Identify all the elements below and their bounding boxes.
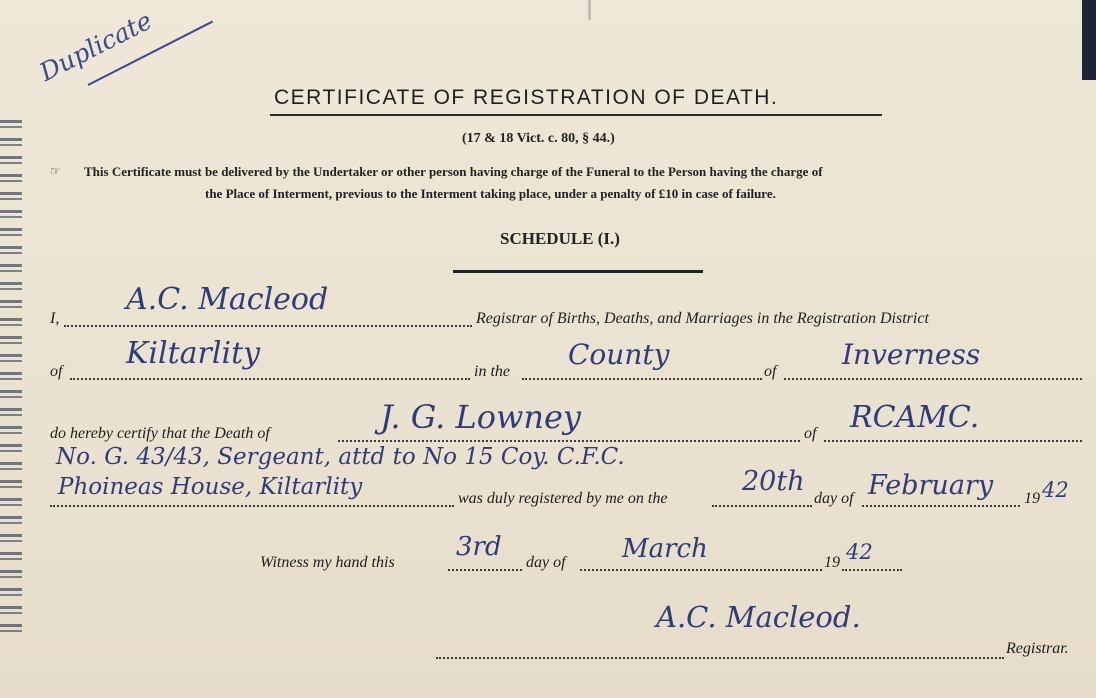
county-word-line — [522, 378, 762, 380]
reg-day-line — [712, 505, 812, 507]
reg-month-handwritten: February — [868, 470, 994, 501]
witness-month-line — [580, 569, 822, 571]
notice-line-1: This Certificate must be delivered by the Undertaker or other person having charge of the Funeral to the Person having the charge of — [84, 164, 823, 179]
notice-line-2: the Place of Interment, previous to the Interment taking place, under a penalty of £10 in case of failure. — [205, 186, 776, 201]
registered-phrase: was duly registered by me on the — [458, 490, 668, 507]
witness-year-prefix: 19 — [824, 554, 840, 571]
unit-line — [824, 440, 1082, 442]
registrar-label: Registrar. — [1006, 640, 1069, 657]
i-label: I, — [50, 310, 60, 327]
certificate-title: CERTIFICATE OF REGISTRATION OF DEATH. — [274, 86, 779, 109]
day-of-label: day of — [814, 490, 854, 507]
certify-phrase: do hereby certify that the Death of — [50, 425, 270, 442]
schedule-heading: SCHEDULE (I.) — [500, 229, 620, 248]
reg-month-line — [862, 505, 1020, 507]
paper-fold — [588, 0, 591, 20]
in-the-label: in the — [474, 363, 510, 380]
place-line — [50, 505, 454, 507]
signature-line — [436, 657, 1004, 659]
duplicate-mark: Duplicate — [34, 5, 157, 88]
witness-day-handwritten: 3rd — [456, 532, 502, 562]
registrar-name-handwritten: A.C. Macleod — [126, 282, 329, 317]
details-handwritten: No. G. 43/43, Sergeant, attd to No 15 Coy. C.F.C. — [56, 444, 625, 470]
act-reference: (17 & 18 Vict. c. 80, § 44.) — [462, 131, 615, 146]
deceased-name-handwritten: J. G. Lowney — [380, 398, 581, 436]
witness-month-handwritten: March — [622, 534, 708, 564]
reg-year-prefix: 19 — [1024, 490, 1040, 507]
registrar-phrase: Registrar of Births, Deaths, and Marriages in the Registration District — [476, 310, 929, 327]
of-label: of — [50, 363, 63, 380]
schedule-underline — [453, 270, 703, 273]
dark-background-edge — [1082, 0, 1096, 80]
of2-label: of — [764, 363, 777, 380]
reg-day-handwritten: 20th — [742, 466, 805, 497]
county-line — [784, 378, 1082, 380]
county-handwritten: Inverness — [842, 338, 981, 371]
spiral-binding — [0, 120, 22, 640]
witness-day-line — [448, 569, 522, 571]
registrar-name-line — [64, 325, 472, 327]
title-underline — [270, 114, 882, 116]
witness-year-handwritten: 42 — [846, 540, 873, 564]
unit-handwritten: RCAMC. — [850, 400, 980, 435]
place-handwritten: Phoineas House, Kiltarlity — [58, 474, 363, 500]
district-line — [70, 378, 470, 380]
district-handwritten: Kiltarlity — [126, 336, 261, 371]
pointing-hand-icon: ☞ — [50, 164, 61, 178]
witness-phrase: Witness my hand this — [260, 554, 395, 571]
registrar-signature: A.C. Macleod. — [656, 600, 861, 634]
county-word-handwritten: County — [568, 338, 670, 371]
deceased-name-line — [338, 440, 800, 442]
reg-year-handwritten: 42 — [1042, 478, 1069, 502]
day-of2-label: day of — [526, 554, 566, 571]
of3-label: of — [804, 425, 817, 442]
witness-year-line — [842, 569, 902, 571]
